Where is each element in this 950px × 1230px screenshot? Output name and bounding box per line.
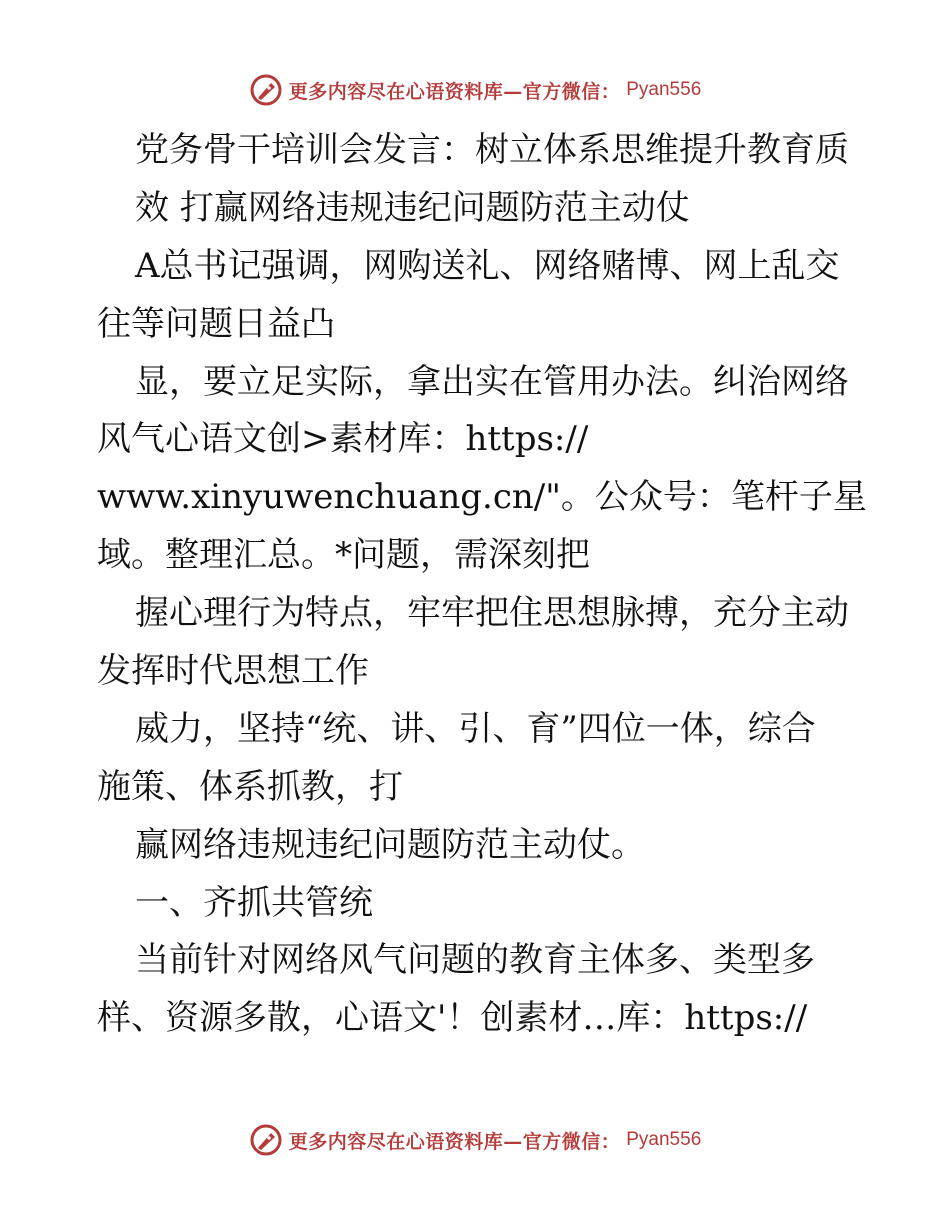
watermark-wechat-id: Pyan556	[626, 1129, 702, 1150]
watermark-footer	[0, 1120, 950, 1160]
doc-line: 握心理行为特点，牢牢把住思想脉搏，充分主动	[135, 593, 849, 634]
watermark-text: 更多内容尽在心语资料库—官方微信：	[288, 1130, 621, 1153]
watermark-header	[0, 70, 950, 110]
doc-line: 发挥时代思想工作	[97, 651, 369, 692]
watermark-wechat-id: Pyan556	[626, 79, 702, 100]
pen-nib-icon	[249, 1123, 283, 1157]
section-heading: 一、齐抓共管统	[135, 882, 373, 923]
doc-line: 样、资源多散，心语文'！创素材…库：https://	[97, 998, 808, 1039]
document-body	[97, 122, 867, 1048]
doc-title-line-2: 效 打赢网络违规违纪问题防范主动仗	[135, 187, 690, 228]
doc-line: 威力，坚持“统、讲、引、育”四位一体，综合	[135, 708, 816, 749]
doc-line: 施策、体系抓教，打	[97, 766, 403, 807]
doc-line: 当前针对网络风气问题的教育主体多、类型多	[135, 940, 815, 981]
doc-line: 赢网络违规违纪问题防范主动仗。	[135, 824, 645, 865]
doc-line: 往等问题日益凸	[97, 303, 335, 344]
doc-line: 域。整理汇总。*问题，需深刻把	[97, 535, 590, 576]
doc-line: 风气心语文创>素材库：https://	[97, 419, 589, 460]
pen-nib-icon	[249, 73, 283, 107]
doc-line: A总书记强调，网购送礼、网络赌博、网上乱交	[135, 245, 840, 286]
doc-line: www.xinyuwenchuang.cn/"。公众号：笔杆子星	[97, 477, 867, 518]
doc-line: 显，要立足实际，拿出实在管用办法。纠治网络	[135, 361, 849, 402]
watermark-text: 更多内容尽在心语资料库—官方微信：	[288, 80, 621, 103]
doc-title-line-1: 党务骨干培训会发言：树立体系思维提升教育质	[135, 130, 849, 170]
